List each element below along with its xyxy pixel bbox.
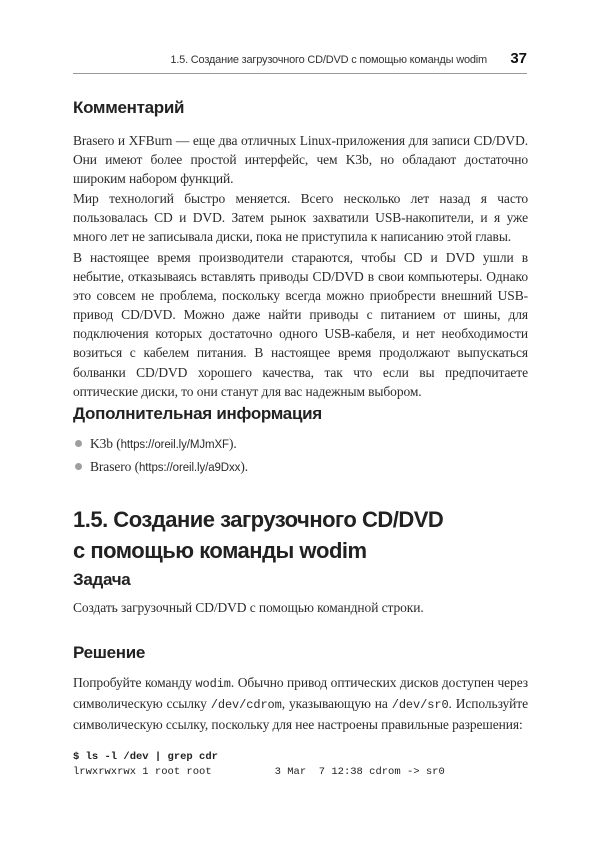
task-text: Создать загрузочный CD/DVD с помощью командной строки. (73, 600, 424, 615)
solution-text: Попробуйте команду (73, 675, 196, 690)
code-block (73, 750, 445, 780)
section-title-line-1: 1.5. Создание загрузочного CD/DVD (73, 507, 444, 532)
list-item-name: K3b (90, 436, 113, 451)
section-title-line-2: с помощью команды wodim (73, 538, 367, 563)
inline-code: /dev/sr0 (391, 698, 449, 713)
solution-text: . Обычно привод оптических дисков доступен через символическую ссылку (73, 675, 528, 712)
inline-code: wodim (195, 677, 231, 691)
solution-heading: Решение (73, 643, 146, 662)
task-heading: Задача (73, 570, 131, 589)
code-command: $ ls -l /dev | grep cdr (73, 751, 218, 763)
solution-paragraph (73, 673, 528, 734)
page-number: 37 (510, 50, 527, 67)
running-head (73, 51, 527, 74)
list-item: K3b (https://oreil.ly/MJmXF). (90, 436, 237, 451)
section-title (73, 504, 443, 566)
inline-code: /dev/cdrom (210, 698, 282, 713)
list-item: Brasero (https://oreil.ly/a9Dxx). (90, 459, 248, 474)
code-output: lrwxrwxrwx 1 root root 3 Mar 7 12:38 cdrom -> sr0 (73, 766, 445, 778)
solution-text: . Используйте символическую ссылку, поскольку для нее настроены правильные разрешения: (73, 696, 528, 733)
comment-paragraph-3: В настоящее время производители стараются, чтобы CD и DVD ушли в небытие, отказываясь вставлять приводы CD/DVD в свои компьютеры. Однако это совсем не проблема, поскольку всегда можно приобрести внешний USB-привод CD/DVD. Можно даже найти приводы с питанием от шины, для подключения которых достаточно одного USB-кабеля, и нет необходимости возиться с кабелем питания. В настоящее время продолжают выпускаться болванки CD/DVD хорошего качества, так что если вы предпочитаете оптические диски, то они станут для вас надежным выбором. (73, 250, 528, 399)
comment-paragraph-1: Brasero и XFBurn — еще два отличных Linux-приложения для записи CD/DVD. Они имеют более простой интерфейс, чем K3b, но обладают достаточно широким набором функций. (73, 133, 528, 187)
comment-heading: Комментарий (73, 98, 185, 117)
more-info-heading: Дополнительная информация (73, 404, 322, 423)
solution-text: , указывающую на (281, 696, 392, 712)
list-item-link[interactable]: https://oreil.ly/a9Dxx (138, 462, 241, 474)
comment-paragraph-2: Мир технологий быстро меняется. Всего несколько лет назад я часто пользовалась CD и DVD. Затем рынок захватили USB-накопители, и я уже много лет не записывала диски, пока не приступила к написанию этой главы. (73, 191, 528, 245)
list-item-name: Brasero (90, 459, 132, 474)
list-item-link[interactable]: https://oreil.ly/MJmXF (120, 439, 229, 451)
running-head-title: 1.5. Создание загрузочного CD/DVD с помощью команды wodim (170, 54, 487, 66)
